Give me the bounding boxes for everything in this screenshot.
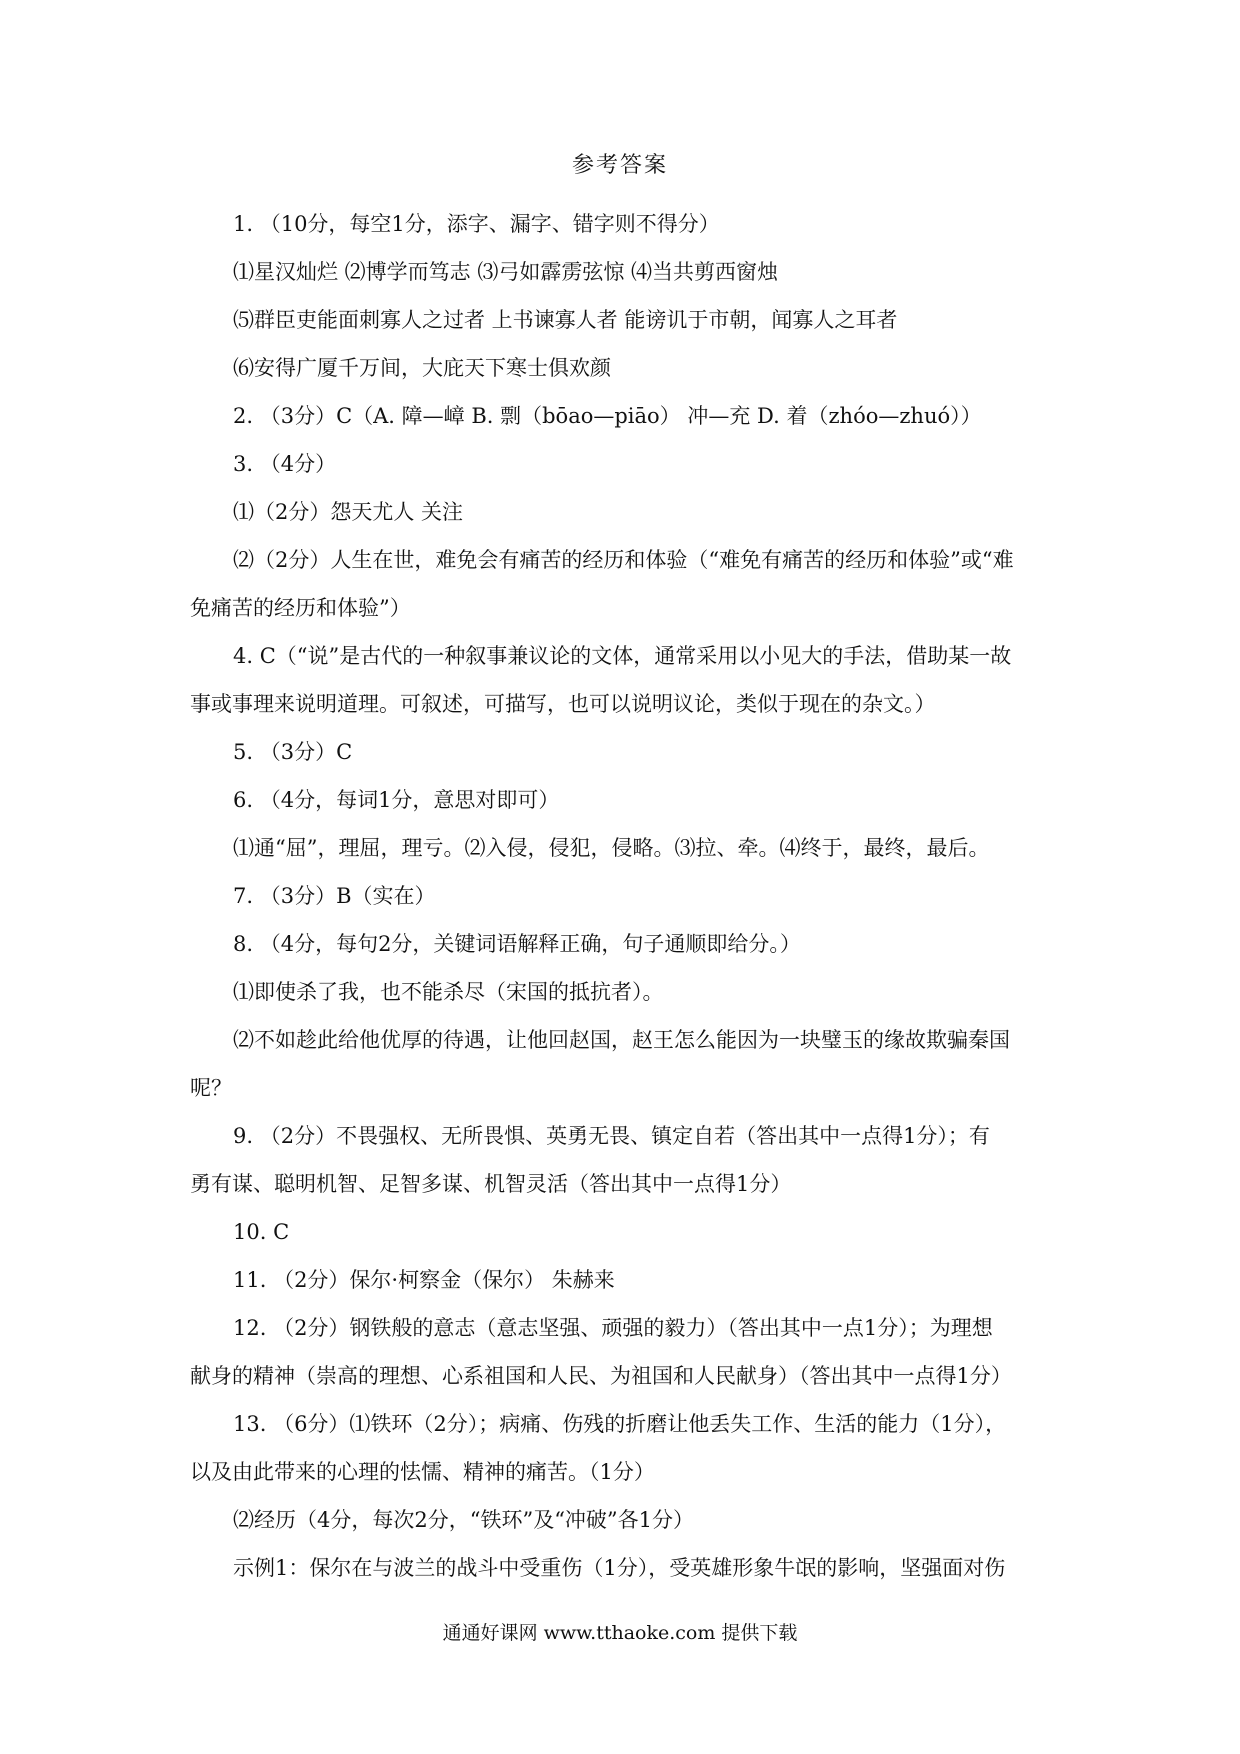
answer-line-continued: 呢？ bbox=[190, 1076, 232, 1100]
answer-line: 12. （2分）钢铁般的意志（意志坚强、顽强的毅力）（答出其中一点1分）；为理想 bbox=[233, 1316, 993, 1340]
answer-line: ⑸群臣吏能面刺寡人之过者 上书谏寡人者 能谤讥于市朝，闻寡人之耳者 bbox=[233, 308, 898, 332]
answer-line-continued: 献身的精神（崇高的理想、心系祖国和人民、为祖国和人民献身）（答出其中一点得1分） bbox=[190, 1364, 1012, 1388]
answer-line: 10. C bbox=[233, 1220, 290, 1244]
answer-line: 4. C（“说”是古代的一种叙事兼议论的文体，通常采用以小见大的手法，借助某一故 bbox=[233, 644, 1012, 668]
answer-line-continued: 事或事理来说明道理。可叙述，可描写，也可以说明议论，类似于现在的杂文。） bbox=[190, 692, 936, 716]
answer-line-continued: 勇有谋、聪明机智、足智多谋、机智灵活（答出其中一点得1分） bbox=[190, 1172, 792, 1196]
answer-line-continued: 以及由此带来的心理的怯懦、精神的痛苦。（1分） bbox=[190, 1460, 655, 1484]
answer-line: 示例1：保尔在与波兰的战斗中受重伤（1分），受英雄形象牛氓的影响，坚强面对伤 bbox=[233, 1556, 1006, 1580]
answer-line: 13. （6分）⑴铁环（2分）；病痛、伤残的折磨让他丢失工作、生活的能力（1分）， bbox=[233, 1412, 1007, 1436]
answer-line: 11. （2分）保尔·柯察金（保尔） 朱赫来 bbox=[233, 1268, 615, 1292]
answer-line: 5. （3分）C bbox=[233, 740, 353, 764]
answer-line: 7. （3分）B（实在） bbox=[233, 884, 436, 908]
answer-line: 6. （4分，每词1分，意思对即可） bbox=[233, 788, 560, 812]
answer-line: ⑴通“屈”，理屈，理亏。⑵入侵，侵犯，侵略。⑶拉、牵。⑷终于，最终，最后。 bbox=[233, 836, 990, 860]
document-title: 参考答案 bbox=[571, 153, 668, 178]
answer-line: 3. （4分） bbox=[233, 452, 337, 476]
answer-line: 1. （10分，每空1分，添字、漏字、错字则不得分） bbox=[233, 212, 720, 236]
answer-line: ⑵不如趁此给他优厚的待遇，让他回赵国，赵王怎么能因为一块璧玉的缘故欺骗秦国 bbox=[233, 1028, 1010, 1052]
answer-line: ⑴（2分）怨天尤人 关注 bbox=[233, 500, 464, 524]
answer-line: ⑵（2分）人生在世，难免会有痛苦的经历和体验（“难免有痛苦的经历和体验”或“难 bbox=[233, 548, 1014, 572]
answer-line: 8. （4分，每句2分，关键词语解释正确，句子通顺即给分。） bbox=[233, 932, 801, 956]
answer-line-continued: 免痛苦的经历和体验”） bbox=[190, 596, 411, 620]
footer-source: 通通好课网 www.tthaoke.com 提供下载 bbox=[442, 1622, 798, 1644]
answer-body bbox=[190, 200, 1058, 1592]
answer-line: 9. （2分）不畏强权、无所畏惧、英勇无畏、镇定自若（答出其中一点得1分）；有 bbox=[233, 1124, 990, 1148]
answer-line: ⑴即使杀了我，也不能杀尽（宋国的抵抗者）。 bbox=[233, 980, 664, 1004]
answer-line: ⑴星汉灿烂 ⑵博学而笃志 ⑶弓如霹雳弦惊 ⑷当共剪西窗烛 bbox=[233, 260, 779, 284]
answer-line: ⑵经历（4分，每次2分，“铁环”及“冲破”各1分） bbox=[233, 1508, 695, 1532]
answer-line: ⑹安得广厦千万间，大庇天下寒士俱欢颜 bbox=[233, 356, 611, 380]
answer-line: 2. （3分）C（A. 障—嶂 B. 剽（bōao—piāo） 冲—充 D. 着（zhóo—zhuó）） bbox=[233, 404, 982, 428]
